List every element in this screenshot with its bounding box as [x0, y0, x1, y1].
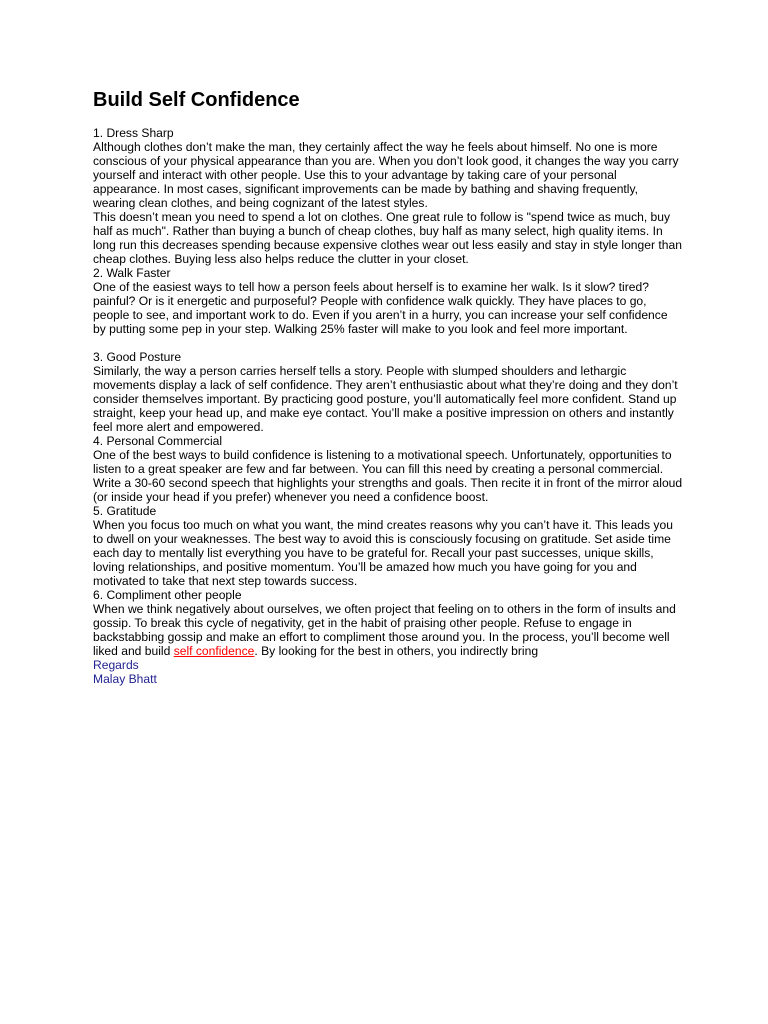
section-heading: 1. Dress Sharp — [93, 126, 174, 140]
section-heading: 3. Good Posture — [93, 350, 182, 364]
signature-regards: Regards — [93, 658, 139, 672]
paragraph-spacer — [93, 336, 683, 350]
section-paragraph: Although clothes don’t make the man, they certainly affect the way he feels about himself. No one is more conscious of your physical appearance than you are. When you don’t look good, it changes the way you carry yourself and interact with other people. Use this to your advantage by taking care of your personal appearance. In most cases, significant improvements can be made by bathing and shaving frequently, wearing clean clothes, and being cognizant of the latest styles. — [93, 140, 679, 210]
section-heading: 6. Compliment other people — [93, 588, 242, 602]
section-paragraph: When you focus too much on what you want, the mind creates reasons why you can’t have it. This leads you to dwell on your weaknesses. The best way to avoid this is consciously focusing on gratitude. Set aside time each day to mentally list everything you have to be grateful for. Recall your past successes, unique skills, loving relationships, and positive momentum. You’ll be amazed how much you have going for you and motivated to take that next step towards success. — [93, 518, 673, 588]
section-paragraph: This doesn’t mean you need to spend a lot on clothes. One great rule to follow is "spend twice as much, buy half as much". Rather than buying a bunch of cheap clothes, buy half as many select, high quality items. In long run this decreases spending because expensive clothes wear out less easily and stay in style longer than cheap clothes. Buying less also helps reduce the clutter in your closet. — [93, 210, 682, 266]
section-paragraph — [93, 602, 683, 658]
self-confidence-link[interactable]: self confidence — [173, 644, 255, 658]
section-heading: 5. Gratitude — [93, 504, 157, 518]
document-title: Build Self Confidence — [93, 89, 300, 111]
paragraph-text: When we think negatively about ourselves, we often project that feeling on to others in the form of insults and gossip. To break this cycle of negativity, get in the habit of praising other people. Refuse to engage in backstabbing gossip and make an effort to compliment those around you. In the process, you’ll become well liked and build — [93, 602, 676, 658]
section-paragraph: Similarly, the way a person carries herself tells a story. People with slumped shoulders and lethargic movements display a lack of self confidence. They aren’t enthusiastic about what they’re doing and they don’t consider themselves important. By practicing good posture, you’ll automatically feel more confident. Stand up straight, keep your head up, and make eye contact. You’ll make a positive impression on others and instantly feel more alert and empowered. — [93, 364, 678, 434]
document-page — [93, 86, 683, 686]
document-body — [93, 126, 683, 686]
section-paragraph: One of the best ways to build confidence is listening to a motivational speech. Unfortunately, opportunities to listen to a great speaker are few and far between. You can fill this need by creating a personal commercial. Write a 30-60 second speech that highlights your strengths and goals. Then recite it in front of the mirror aloud (or inside your head if you prefer) whenever you need a confidence boost. — [93, 448, 683, 504]
section-heading: 4. Personal Commercial — [93, 434, 223, 448]
paragraph-text: . By looking for the best in others, you indirectly bring — [254, 644, 539, 658]
signature-name: Malay Bhatt — [93, 672, 157, 686]
section-paragraph: One of the easiest ways to tell how a person feels about herself is to examine her walk. Is it slow? tired? painful? Or is it energetic and purposeful? People with confidence walk quickly. They have places to go, people to see, and important work to do. Even if you aren’t in a hurry, you can increase your self confidence by putting some pep in your step. Walking 25% faster will make to you look and feel more important. — [93, 280, 668, 336]
section-heading: 2. Walk Faster — [93, 266, 171, 280]
